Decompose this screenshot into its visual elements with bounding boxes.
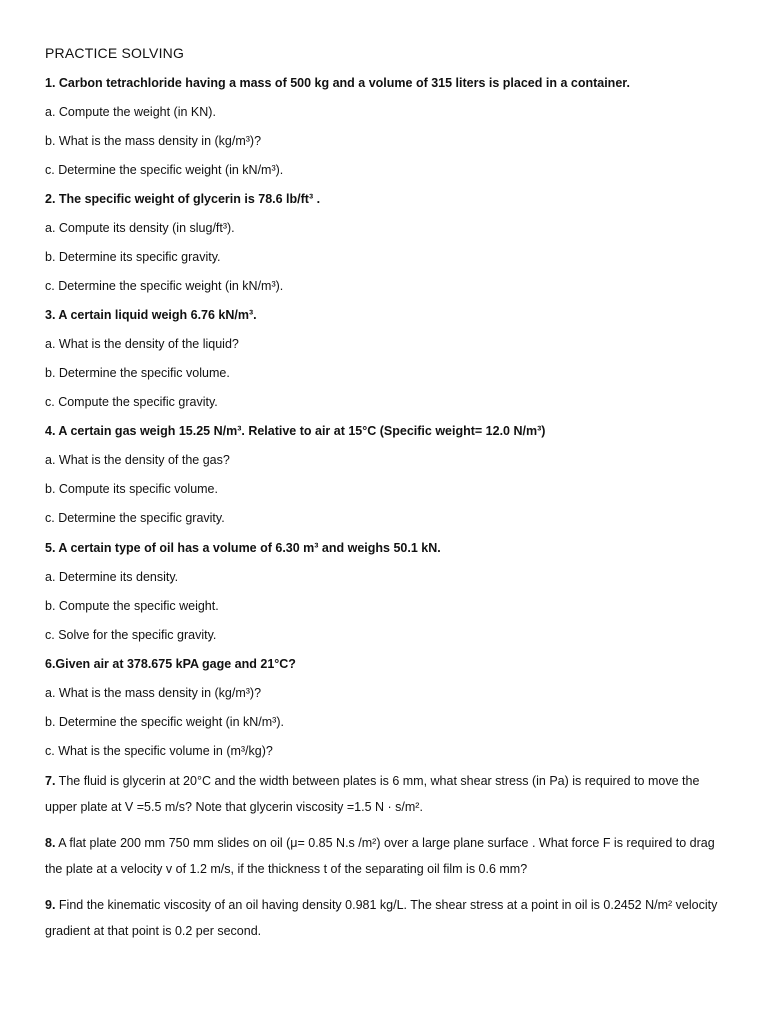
question-7-text: The fluid is glycerin at 20°C and the width between plates is 6 mm, what shear stress (in Pa) is required to move the upper plate at V =5.5 m/s? Note that glycerin viscosity =1.5 N · s/m². — [45, 774, 700, 814]
question-4-part-a: a. What is the density of the gas? — [45, 453, 230, 467]
question-6-heading: 6.Given air at 378.675 kPA gage and 21°C? — [45, 657, 296, 671]
question-2-heading: 2. The specific weight of glycerin is 78.6 lb/ft³ . — [45, 192, 321, 206]
question-6-part-b: b. Determine the specific weight (in kN/m³). — [45, 715, 284, 729]
question-9-number: 9. — [45, 898, 56, 912]
question-1-part-c: c. Determine the specific weight (in kN/m³). — [45, 163, 284, 177]
question-2-part-a: a. Compute its density (in slug/ft³). — [45, 221, 235, 235]
question-4-part-c: c. Determine the specific gravity. — [45, 511, 225, 525]
question-8-text: A flat plate 200 mm 750 mm slides on oil (μ= 0.85 N.s /m²) over a large plane surface . What force F is required to drag the plate at a velocity v of 1.2 m/s, if the thickness t of the separating oil film is 0.6 mm? — [45, 836, 715, 876]
question-4-part-b: b. Compute its specific volume. — [45, 482, 218, 496]
question-7 — [45, 768, 725, 820]
question-6-part-c: c. What is the specific volume in (m³/kg)? — [45, 744, 273, 758]
question-6-part-a: a. What is the mass density in (kg/m³)? — [45, 686, 262, 700]
question-9 — [45, 892, 725, 944]
question-4-heading: 4. A certain gas weigh 15.25 N/m³. Relative to air at 15°C (Specific weight= 12.0 N/m³) — [45, 424, 546, 438]
question-3-part-c: c. Compute the specific gravity. — [45, 395, 218, 409]
question-3-part-a: a. What is the density of the liquid? — [45, 337, 239, 351]
page-title: PRACTICE SOLVING — [45, 45, 185, 61]
question-5-part-a: a. Determine its density. — [45, 570, 179, 584]
question-3-heading: 3. A certain liquid weigh 6.76 kN/m³. — [45, 308, 257, 322]
question-7-number: 7. — [45, 774, 56, 788]
question-9-text: Find the kinematic viscosity of an oil having density 0.981 kg/L. The shear stress at a point in oil is 0.2452 N/m² velocity gradient at that point is 0.2 per second. — [45, 898, 718, 938]
question-2-part-b: b. Determine its specific gravity. — [45, 250, 221, 264]
question-1-part-a: a. Compute the weight (in KN). — [45, 105, 216, 119]
question-3-part-b: b. Determine the specific volume. — [45, 366, 230, 380]
question-5-part-b: b. Compute the specific weight. — [45, 599, 219, 613]
question-1-part-b: b. What is the mass density in (kg/m³)? — [45, 134, 262, 148]
question-5-heading: 5. A certain type of oil has a volume of 6.30 m³ and weighs 50.1 kN. — [45, 541, 441, 555]
question-1-heading: 1. Carbon tetrachloride having a mass of 500 kg and a volume of 315 liters is placed in a container. — [45, 76, 630, 90]
question-8-number: 8. — [45, 836, 56, 850]
question-5-part-c: c. Solve for the specific gravity. — [45, 628, 217, 642]
question-8 — [45, 830, 725, 882]
question-2-part-c: c. Determine the specific weight (in kN/m³). — [45, 279, 284, 293]
